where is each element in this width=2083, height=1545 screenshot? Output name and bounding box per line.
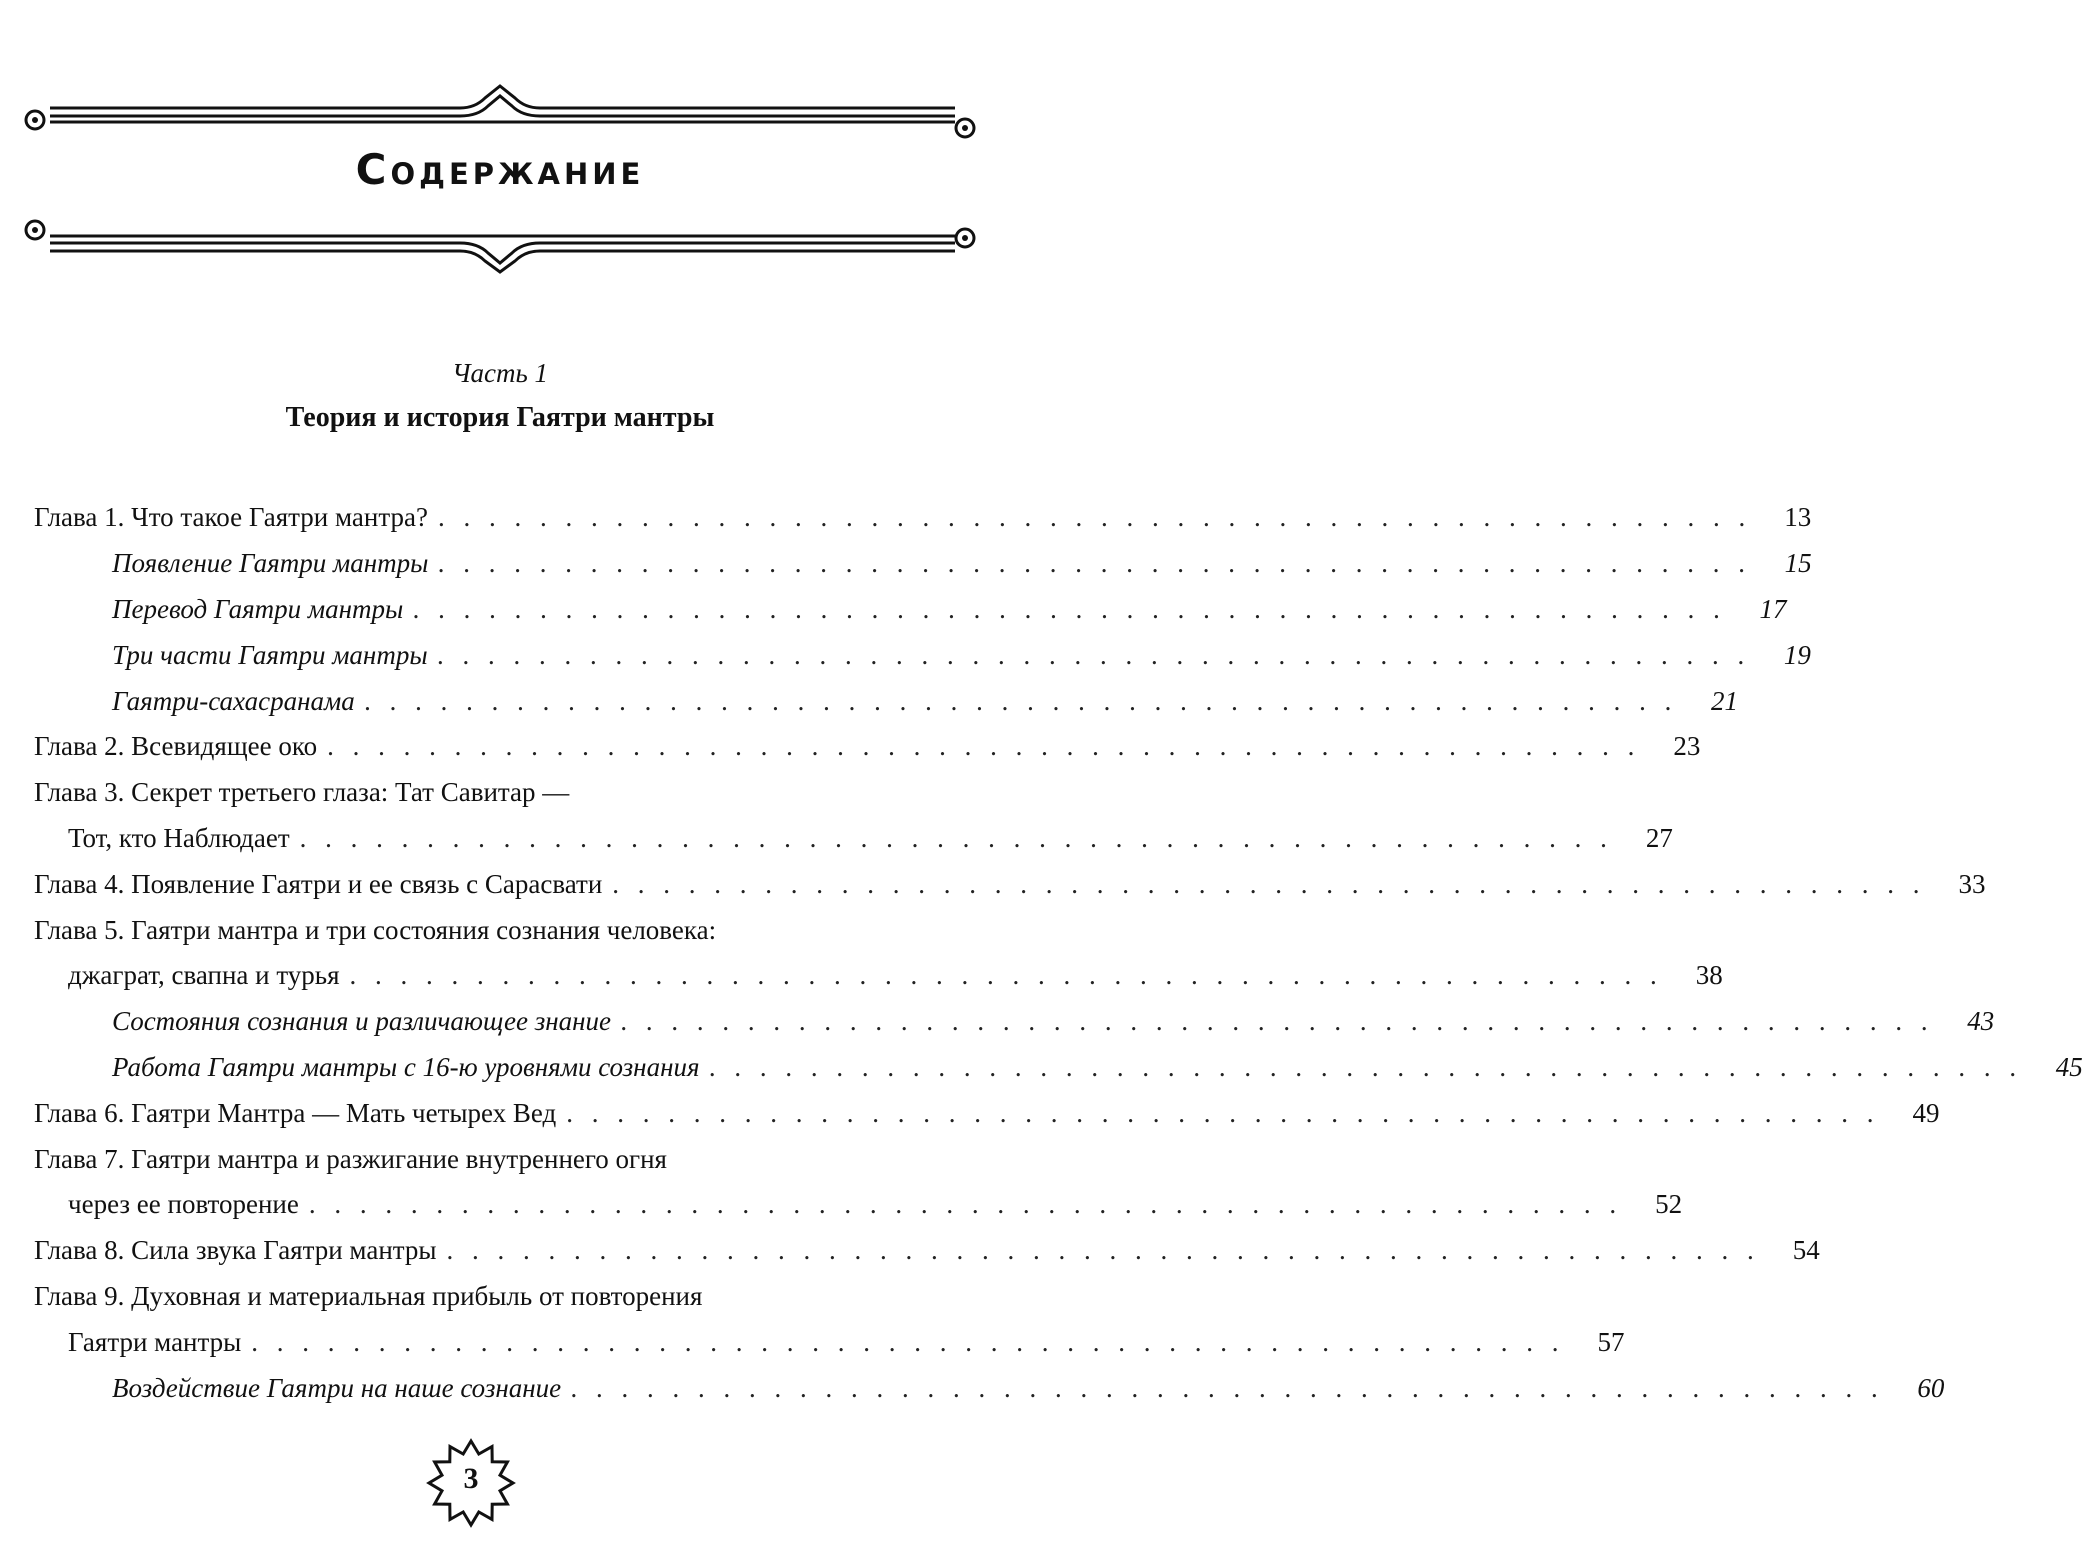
toc-entry: [0, 816, 1673, 862]
toc-entry-page: 27: [1645, 822, 1673, 853]
toc-entry-page: 19: [1783, 639, 1811, 670]
toc-entry-page: 52: [1655, 1189, 1683, 1220]
toc-leader-dots: . . . . . . . . . . . . . . . . . . . . . . . . . . . . . . . . . . . . . . . . . . . . . . . . . . . .: [566, 1097, 1880, 1128]
toc-entry: [0, 770, 1000, 816]
toc-entry: [0, 632, 1811, 678]
toc-entry-page: 13: [1784, 502, 1812, 533]
toc-entry-title: Воздействие Гаятри на наше сознание: [112, 1372, 562, 1403]
toc-entry-title: Глава 7. Гаятри мантра и разжигание внутреннего огня: [34, 1143, 667, 1174]
toc-entry-page: 60: [1917, 1372, 1945, 1403]
toc-entry: [0, 999, 1995, 1045]
toc-entry-title: джаграт, свапна и турья: [68, 960, 340, 991]
toc-leader-dots: . . . . . . . . . . . . . . . . . . . . . . . . . . . . . . . . . . . . . . . . . . . . . . . . . . . .: [437, 639, 1751, 670]
toc-entry-title: Глава 5. Гаятри мантра и три состояния сознания человека:: [34, 914, 717, 945]
toc-leader-dots: . . . . . . . . . . . . . . . . . . . . . . . . . . . . . . . . . . . . . . . . . . . . . . . . . . . .: [621, 1006, 1935, 1037]
toc-entry-title: Гаятри мантры: [68, 1326, 242, 1357]
toc-leader-dots: . . . . . . . . . . . . . . . . . . . . . . . . . . . . . . . . . . . . . . . . . . . . . . . . . . . .: [446, 1235, 1760, 1266]
toc-entry-title: Работа Гаятри мантры с 16-ю уровнями сознания: [112, 1051, 700, 1082]
toc-entry-title: через ее повторение: [68, 1189, 299, 1220]
toc-entry: [0, 541, 1812, 587]
toc-entry: [0, 953, 1723, 999]
toc-leader-dots: . . . . . . . . . . . . . . . . . . . . . . . . . . . . . . . . . . . . . . . . . . . . . . . . . . . .: [612, 868, 1926, 899]
toc-entry-page: 15: [1784, 548, 1812, 579]
toc-entry-title: Глава 8. Сила звука Гаятри мантры: [34, 1235, 437, 1266]
toc-entry: [0, 678, 1738, 724]
toc-entry-page: 23: [1673, 731, 1701, 762]
toc-entry-page: 21: [1711, 685, 1738, 716]
toc-entry-title: Перевод Гаятри мантры: [112, 593, 404, 624]
toc-entry-page: 38: [1695, 960, 1723, 991]
toc-entry: [0, 1182, 1683, 1228]
toc-entry-title: Глава 3. Секрет третьего глаза: Тат Савитар —: [34, 777, 570, 808]
table-of-contents: [0, 495, 2083, 1411]
toc-entry-title: Состояния сознания и различающее знание: [112, 1006, 612, 1037]
part-title: Теория и история Гаятри мантры: [285, 402, 715, 433]
page-number: 3: [463, 1462, 479, 1495]
toc-entry: [0, 1090, 1940, 1136]
toc-entry: [0, 1228, 1820, 1274]
toc-leader-dots: . . . . . . . . . . . . . . . . . . . . . . . . . . . . . . . . . . . . . . . . . . . . . . . . . . . .: [364, 685, 1678, 716]
toc-entry: [0, 1274, 1000, 1320]
toc-entry-page: 54: [1792, 1235, 1820, 1266]
toc-leader-dots: . . . . . . . . . . . . . . . . . . . . . . . . . . . . . . . . . . . . . . . . . . . . . . . . . . . .: [413, 593, 1727, 624]
toc-leader-dots: . . . . . . . . . . . . . . . . . . . . . . . . . . . . . . . . . . . . . . . . . . . . . . . . . . . .: [308, 1189, 1623, 1220]
toc-entry-title: Три части Гаятри мантры: [112, 639, 428, 670]
toc-entry-title: Гаятри-сахасранама: [112, 685, 355, 716]
toc-entry-page: 49: [1912, 1097, 1940, 1128]
toc-entry-title: Глава 1. Что такое Гаятри мантра?: [34, 502, 428, 533]
toc-leader-dots: . . . . . . . . . . . . . . . . . . . . . . . . . . . . . . . . . . . . . . . . . . . . . . . . . . . .: [571, 1372, 1885, 1403]
toc-entry-page: 45: [2055, 1051, 2083, 1082]
toc-entry-page: 43: [1967, 1006, 1995, 1037]
toc-entry-page: 17: [1759, 593, 1787, 624]
toc-leader-dots: . . . . . . . . . . . . . . . . . . . . . . . . . . . . . . . . . . . . . . . . . . . . . . . . . . . .: [438, 548, 1752, 579]
toc-leader-dots: . . . . . . . . . . . . . . . . . . . . . . . . . . . . . . . . . . . . . . . . . . . . . . . . . . . .: [709, 1051, 2023, 1082]
toc-leader-dots: . . . . . . . . . . . . . . . . . . . . . . . . . . . . . . . . . . . . . . . . . . . . . . . . . . . .: [437, 502, 1752, 533]
toc-entry-title: Глава 9. Духовная и материальная прибыль от повторения: [34, 1280, 703, 1311]
toc-entry: [0, 861, 1986, 907]
toc-leader-dots: . . . . . . . . . . . . . . . . . . . . . . . . . . . . . . . . . . . . . . . . . . . . . . . . . . . .: [251, 1326, 1565, 1357]
toc-entry: [0, 724, 1701, 770]
toc-entry-title: Тот, кто Наблюдает: [68, 822, 290, 853]
part-label: Часть 1: [451, 358, 549, 388]
toc-entry: [0, 1045, 2083, 1091]
toc-entry: [0, 1365, 1945, 1411]
toc-leader-dots: . . . . . . . . . . . . . . . . . . . . . . . . . . . . . . . . . . . . . . . . . . . . . . . . . . . .: [327, 731, 1641, 762]
toc-entry: [0, 1136, 1000, 1182]
toc-leader-dots: . . . . . . . . . . . . . . . . . . . . . . . . . . . . . . . . . . . . . . . . . . . . . . . . . . . .: [349, 960, 1663, 991]
toc-entry: [0, 907, 1000, 953]
toc-entry: [0, 587, 1787, 633]
toc-leader-dots: . . . . . . . . . . . . . . . . . . . . . . . . . . . . . . . . . . . . . . . . . . . . . . . . . . . .: [299, 822, 1613, 853]
toc-entry: [0, 495, 1812, 541]
toc-entry-page: 57: [1597, 1326, 1625, 1357]
page-title: Содержание: [355, 145, 645, 194]
toc-entry-title: Глава 4. Появление Гаятри и ее связь с Сарасвати: [34, 868, 603, 899]
toc-entry-title: Появление Гаятри мантры: [112, 548, 429, 579]
toc-entry-title: Глава 2. Всевидящее око: [34, 731, 318, 762]
toc-entry-title: Глава 6. Гаятри Мантра — Мать четырех Вед: [34, 1097, 557, 1128]
toc-entry: [0, 1319, 1625, 1365]
bottom-ornament: [20, 210, 980, 280]
toc-entry-page: 33: [1958, 868, 1986, 899]
top-ornament: [20, 80, 980, 150]
